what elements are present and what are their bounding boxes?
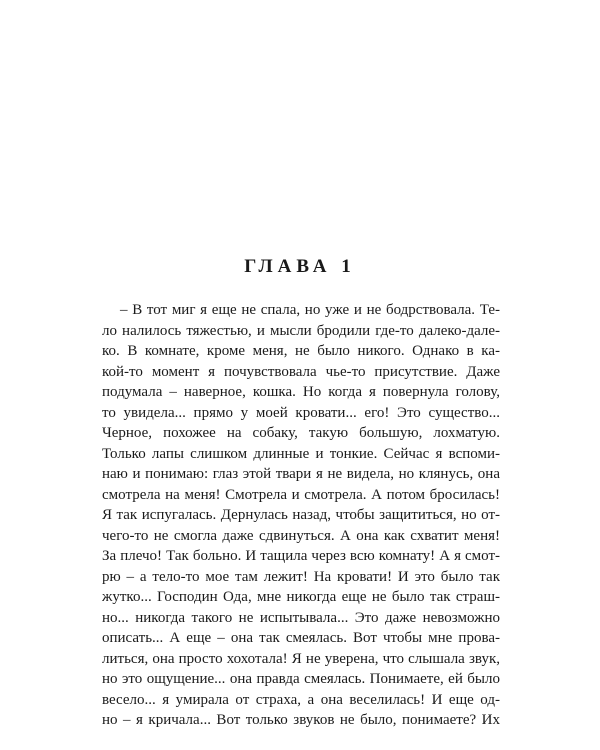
text-line: ло налилось тяжестью, и мысли бродили где-то далеко-дале- xyxy=(102,322,500,339)
text-line: то увидела... прямо у моей кровати... его! Это существо... xyxy=(102,404,500,421)
text-line: но... никогда такого не испытывала... Это даже невозможно xyxy=(102,609,500,626)
text-line: ко. В комнате, кроме меня, не было никого. Однако в ка- xyxy=(102,343,500,359)
text-line: чего-то не смогла даже сдвинуться. А она как схватит меня! xyxy=(102,527,500,544)
text-line: смотрела на меня! Смотрела и смотрела. А потом бросилась! xyxy=(102,486,500,503)
text-line: Только лапы слишком длинные и тонкие. Сейчас я вспоми- xyxy=(102,445,500,462)
text-line: но это ощущение... она правда смеялась. Понимаете, ей было xyxy=(102,671,500,687)
text-line: – В тот миг я еще не спала, но уже и не бодрствовала. Те- xyxy=(120,302,500,318)
text-line: весело... я умирала от страха, а она веселилась! И еще од- xyxy=(102,691,500,708)
text-line: За плечо! Так больно. И тащила через всю комнату! А я смот- xyxy=(102,548,500,564)
text-line: Черное, похожее на собаку, такую большую, лохматую. xyxy=(102,425,500,441)
text-line: подумала – наверное, кошка. Но когда я повернула голову, xyxy=(102,384,500,400)
text-line: жутко... Господин Ода, мне никогда еще не было так страш- xyxy=(102,589,500,605)
chapter-title: ГЛАВА 1 xyxy=(244,256,356,277)
text-line: наю и понимаю: глаз этой твари я не видела, но клянусь, она xyxy=(102,466,500,482)
text-line: Я так испугалась. Дернулась назад, чтобы защититься, но от- xyxy=(102,507,500,523)
text-line: литься, она просто хохотала! Я не уверена, что слышала звук, xyxy=(102,650,500,667)
body-text xyxy=(102,300,500,731)
text-line: но – я кричала... Вот только звуков не было, понимаете? Их xyxy=(102,712,500,728)
text-line: описать... А еще – она так смеялась. Вот чтобы мне прова- xyxy=(102,630,500,646)
text-line: рю – а тело-то мое там лежит! На кровати! И это было так xyxy=(102,568,500,585)
text-line: кой-то момент я почувствовала чье-то присутствие. Даже xyxy=(102,363,500,380)
